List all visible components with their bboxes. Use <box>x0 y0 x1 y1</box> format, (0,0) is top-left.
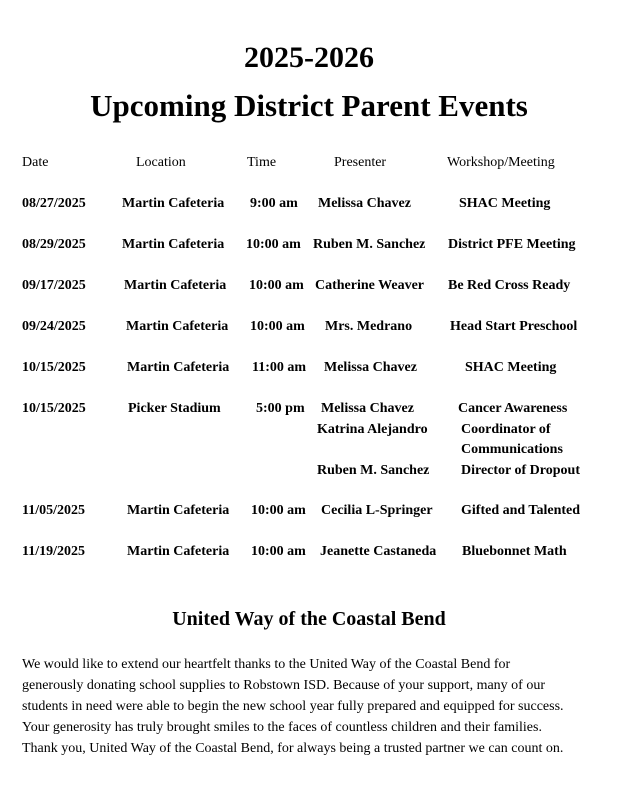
event-workshop: Coordinator of <box>461 422 551 437</box>
event-presenter: Mrs. Medrano <box>325 319 413 334</box>
page-title: Upcoming District Parent Events <box>90 88 528 123</box>
event-workshop: District PFE Meeting <box>448 237 576 252</box>
event-presenter: Ruben M. Sanchez <box>317 463 430 478</box>
event-date: 09/17/2025 <box>22 278 86 293</box>
event-workshop: Head Start Preschool <box>450 319 578 334</box>
event-time: 10:00 am <box>246 237 301 252</box>
column-header-date: Date <box>22 155 49 170</box>
event-workshop: SHAC Meeting <box>465 360 557 375</box>
event-date: 08/27/2025 <box>22 196 86 211</box>
event-presenter: Melissa Chavez <box>321 401 414 416</box>
paragraph-line: students in need were able to begin the new school year fully prepared and equipped for success. <box>22 699 564 714</box>
event-time: 5:00 pm <box>256 401 305 416</box>
paragraph-line: generously donating school supplies to Robstown ISD. Because of your support, many of our <box>22 678 545 693</box>
event-workshop: SHAC Meeting <box>459 196 551 211</box>
event-location: Martin Cafeteria <box>127 503 230 518</box>
event-time: 10:00 am <box>251 544 306 559</box>
event-time: 10:00 am <box>249 278 304 293</box>
event-date: 10/15/2025 <box>22 401 86 416</box>
event-workshop: Communications <box>461 442 563 457</box>
event-presenter: Catherine Weaver <box>315 278 424 293</box>
event-presenter: Melissa Chavez <box>318 196 411 211</box>
event-presenter: Katrina Alejandro <box>317 422 428 437</box>
section-heading: United Way of the Coastal Bend <box>172 608 446 630</box>
event-location: Martin Cafeteria <box>122 237 225 252</box>
event-date: 11/05/2025 <box>22 503 86 518</box>
event-presenter: Ruben M. Sanchez <box>313 237 426 252</box>
column-header-time: Time <box>247 155 277 170</box>
event-presenter: Cecilia L-Springer <box>321 503 433 518</box>
event-workshop: Director of Dropout <box>461 463 580 478</box>
paragraph-line: Thank you, United Way of the Coastal Bend, for always being a trusted partner we can count on. <box>22 741 564 756</box>
event-time: 10:00 am <box>251 503 306 518</box>
event-date: 09/24/2025 <box>22 319 86 334</box>
event-workshop: Bluebonnet Math <box>462 544 567 559</box>
event-workshop: Be Red Cross Ready <box>448 278 571 293</box>
event-presenter: Jeanette Castaneda <box>320 544 437 559</box>
event-location: Martin Cafeteria <box>126 319 229 334</box>
thank-you-paragraph <box>22 654 602 759</box>
event-time: 11:00 am <box>252 360 307 375</box>
event-workshop: Gifted and Talented <box>461 503 581 518</box>
event-date: 08/29/2025 <box>22 237 86 252</box>
event-date: 11/19/2025 <box>22 544 86 559</box>
event-location: Martin Cafeteria <box>127 544 230 559</box>
year-title: 2025-2026 <box>244 41 374 74</box>
paragraph-line: Your generosity has truly brought smiles to the faces of countless children and their families. <box>22 720 542 735</box>
event-location: Picker Stadium <box>128 401 221 416</box>
event-location: Martin Cafeteria <box>127 360 230 375</box>
event-location: Martin Cafeteria <box>124 278 227 293</box>
column-header-location: Location <box>136 155 186 170</box>
event-time: 10:00 am <box>250 319 305 334</box>
column-header-presenter: Presenter <box>334 155 387 170</box>
paragraph-line: We would like to extend our heartfelt thanks to the United Way of the Coastal Bend for <box>22 657 511 672</box>
event-workshop: Cancer Awareness <box>458 401 568 416</box>
event-time: 9:00 am <box>250 196 298 211</box>
event-presenter: Melissa Chavez <box>324 360 417 375</box>
event-location: Martin Cafeteria <box>122 196 225 211</box>
column-header-workshop: Workshop/Meeting <box>447 155 555 170</box>
event-date: 10/15/2025 <box>22 360 86 375</box>
